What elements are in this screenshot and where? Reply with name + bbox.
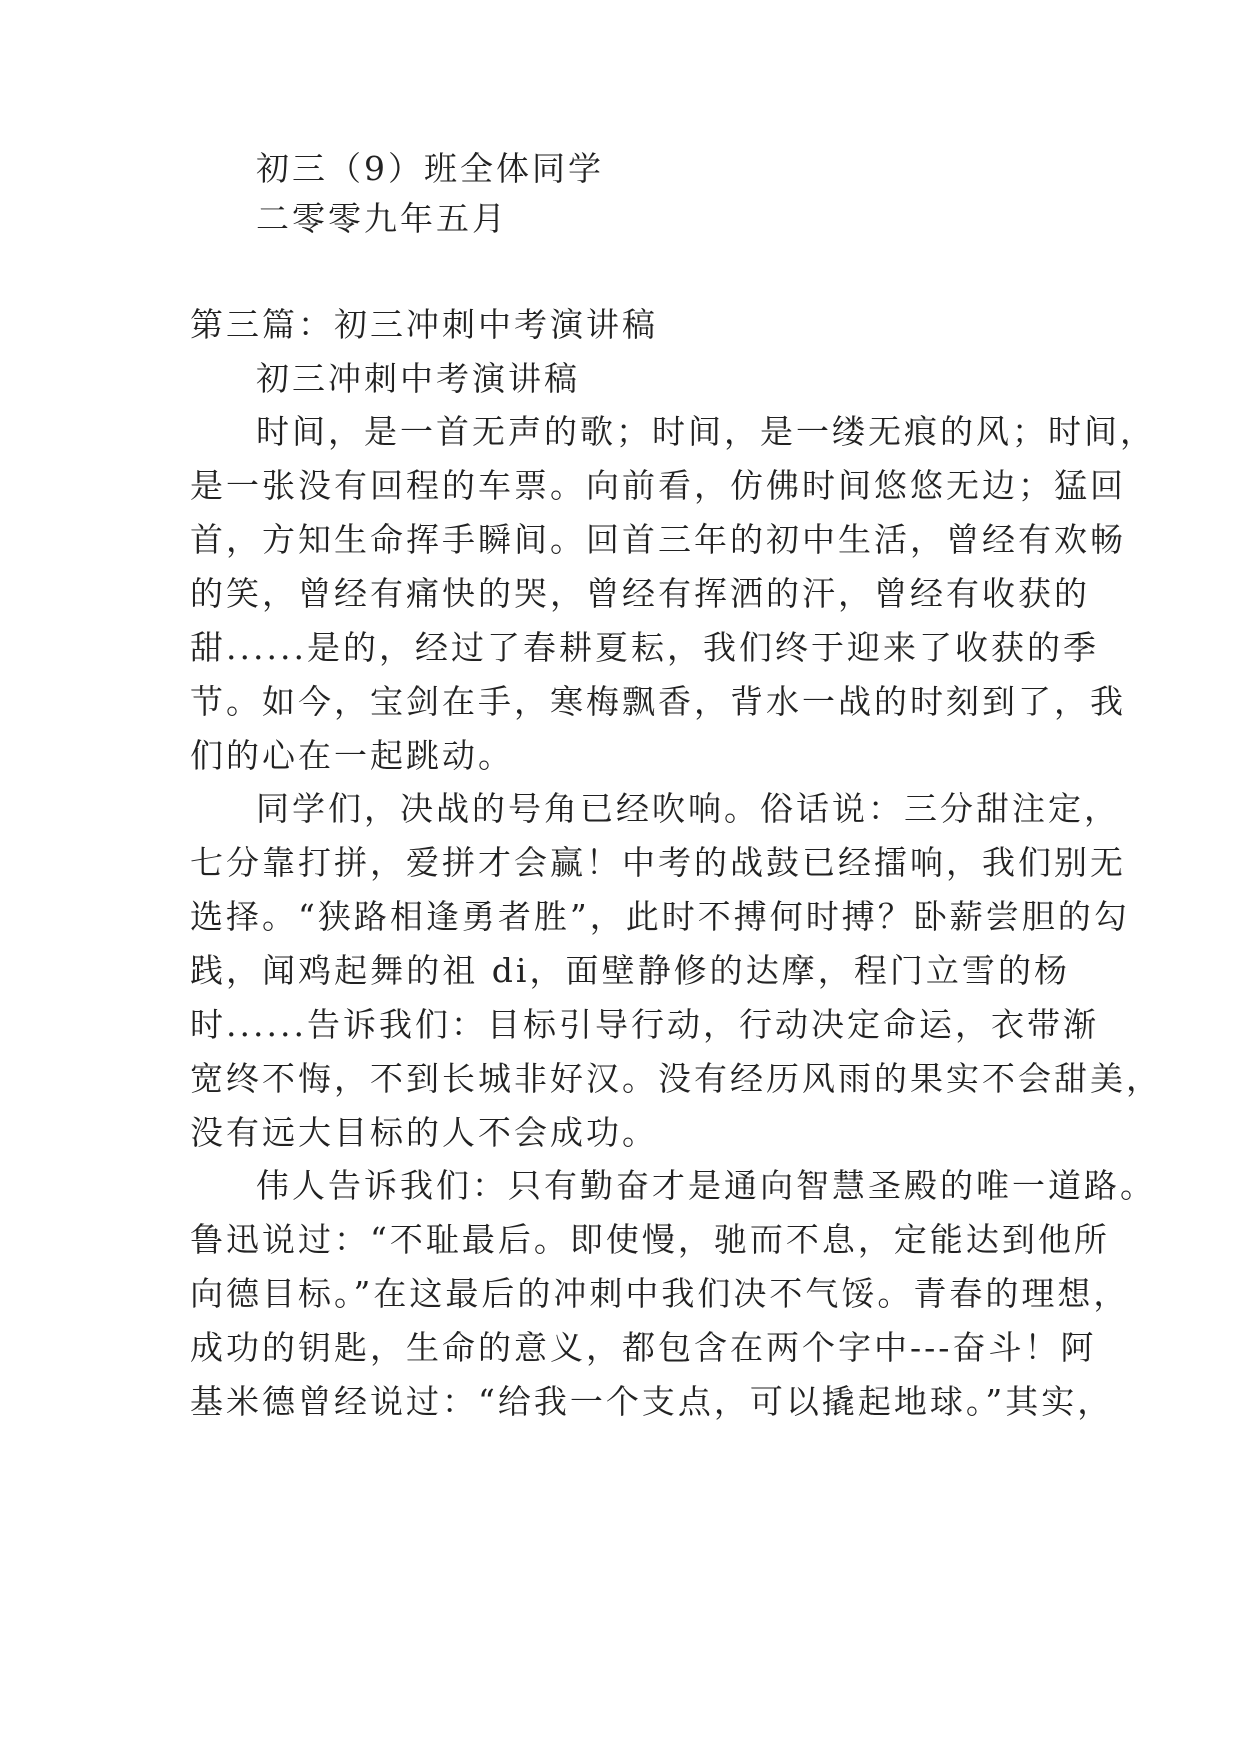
- paragraph-3-line-4: 成功的钥匙，生命的意义，都包含在两个字中---奋斗！阿: [190, 1328, 1097, 1367]
- speech-title: 初三冲刺中考演讲稿: [256, 359, 580, 398]
- paragraph-1-line-3: 首，方知生命挥手瞬间。回首三年的初中生活，曾经有欢畅: [190, 520, 1126, 559]
- paragraph-1-line-4: 的笑，曾经有痛快的哭，曾经有挥洒的汗，曾经有收获的: [190, 574, 1090, 613]
- paragraph-3-line-3: 向德目标。”在这最后的冲刺中我们决不气馁。青春的理想，: [190, 1274, 1130, 1313]
- paragraph-2-line-7: 没有远大目标的人不会成功。: [190, 1113, 658, 1152]
- paragraph-2-line-6: 宽终不悔，不到长城非好汉。没有经历风雨的果实不会甜美，: [190, 1059, 1162, 1098]
- paragraph-1-line-6: 节。如今，宝剑在手，寒梅飘香，背水一战的时刻到了，我: [190, 682, 1126, 721]
- section-heading: 第三篇：初三冲刺中考演讲稿: [190, 305, 658, 344]
- paragraph-3-line-1: 伟人告诉我们：只有勤奋才是通向智慧圣殿的唯一道路。: [256, 1166, 1156, 1205]
- paragraph-1-line-2: 是一张没有回程的车票。向前看，仿佛时间悠悠无边；猛回: [190, 466, 1126, 505]
- paragraph-3-line-2: 鲁迅说过：“不耻最后。即使慢，驰而不息，定能达到他所: [190, 1220, 1110, 1259]
- paragraph-2-line-5: 时......告诉我们：目标引导行动，行动决定命运，衣带渐: [190, 1005, 1099, 1044]
- paragraph-1-line-1: 时间，是一首无声的歌；时间，是一缕无痕的风；时间，: [256, 412, 1156, 451]
- paragraph-3-line-5: 基米德曾经说过：“给我一个支点，可以撬起地球。”其实，: [190, 1382, 1114, 1421]
- paragraph-2-line-4: 践，闻鸡起舞的祖 di，面壁静修的达摩，程门立雪的杨: [190, 951, 1070, 990]
- paragraph-1-line-7: 们的心在一起跳动。: [190, 736, 514, 775]
- paragraph-2-line-1: 同学们，决战的号角已经吹响。俗话说：三分甜注定，: [256, 789, 1120, 828]
- signature-author: 初三（9）班全体同学: [256, 149, 604, 188]
- paragraph-1-line-5: 甜......是的，经过了春耕夏耘，我们终于迎来了收获的季: [190, 628, 1099, 667]
- paragraph-2-line-3: 选择。“狭路相逢勇者胜”，此时不搏何时搏？卧薪尝胆的勾: [190, 897, 1130, 936]
- signature-date: 二零零九年五月: [256, 199, 508, 238]
- paragraph-2-line-2: 七分靠打拼，爱拼才会赢！中考的战鼓已经擂响，我们别无: [190, 843, 1126, 882]
